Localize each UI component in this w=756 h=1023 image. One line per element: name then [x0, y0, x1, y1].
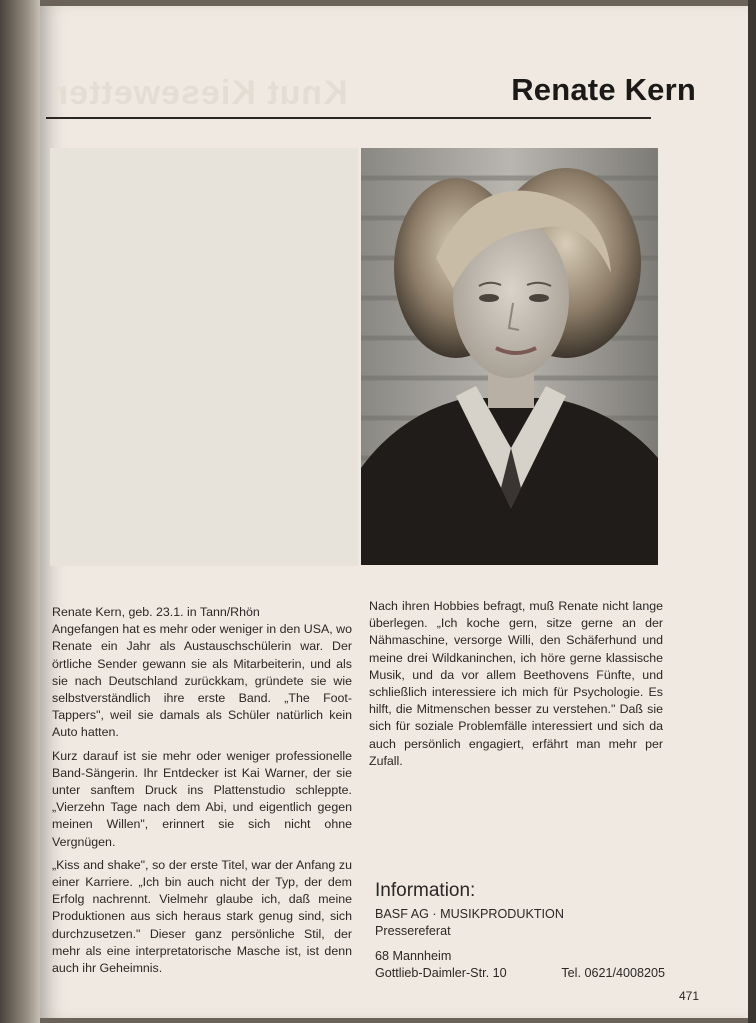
- phone: Tel. 0621/4008205: [561, 966, 665, 980]
- title-rule: [46, 117, 651, 119]
- street: Gottlieb-Daimler-Str. 10: [375, 966, 507, 980]
- city: 68 Mannheim: [375, 949, 452, 963]
- paragraph: Nach ihren Hobbies befragt, muß Renate nicht lange überlegen. „Ich koche gern, sitze gerne an der Nähmaschine, versorge Willi, den Schäferhund und meine drei Wildkaninchen, ich höre gerne klassische Musik, und da vor allem Beethovens Fünfte, und schließlich interessiere ich mich für Psychologie. Es hilft, die Mitmenschen besser zu verstehen." Daß sie sich für soziale Problemfälle interessiert und sich da auch persönlich engagiert, erfährt man mehr per Zufall.: [369, 599, 663, 768]
- paragraph: Kurz darauf ist sie mehr oder weniger professionelle Band-Sängerin. Ihr Entdecker ist Kai Warner, der sie unter sanftem Druck ins Plattenstudio schleppte. „Vierzehn Tage nach dem Abi, und eigentlich gegen meinen Willen", erinnert sie sich nicht ohne Vergnügen.: [52, 748, 352, 849]
- biography-heading: Renate Kern, geb. 23.1. in Tann/Rhön: [52, 605, 260, 619]
- company-name: BASF AG · MUSIKPRODUKTION: [375, 907, 564, 921]
- paragraph: Angefangen hat es mehr oder weniger in den USA, wo Renate ein Jahr als Austauschschülerin war. Der örtliche Sender gewann sie als Mitarbeiterin, und als sie nach Deutschland zurückkam, gründete sie wie selbstverständlich ihre erste Band. „The Foot-Tappers", weil sie damals als Schüler natürlich kein Auto hatten.: [52, 622, 352, 740]
- address-row: [375, 965, 665, 982]
- portrait-illustration: [361, 148, 658, 565]
- paragraph: „Kiss and shake", so der erste Titel, war der Anfang zu einer Karriere. „Ich bin auch nicht der Typ, der dem Erfolg nachrennt. Vielmehr glaube ich, daß meine Produktionen aus sich heraus stark genug sind, sich durchzusetzen." Dieser ganz persönliche Stil, der mehr als eine interpretatorische Masche ist, ist denn auch ihr Geheimnis.: [52, 857, 352, 976]
- information-block: [375, 880, 665, 982]
- left-text-column: [52, 604, 352, 983]
- bleed-through-text: Knut Kiesewetter: [54, 74, 348, 112]
- page-title: Renate Kern: [511, 72, 696, 107]
- bleed-through-photo: [50, 148, 358, 566]
- information-title: Information:: [375, 880, 476, 901]
- book-spine-shadow: [0, 0, 40, 1023]
- portrait-photo: [361, 148, 658, 565]
- page-edge: [748, 0, 756, 1023]
- page-number: 471: [678, 989, 699, 1003]
- right-text-column: [369, 598, 663, 776]
- department: Pressereferat: [375, 924, 451, 938]
